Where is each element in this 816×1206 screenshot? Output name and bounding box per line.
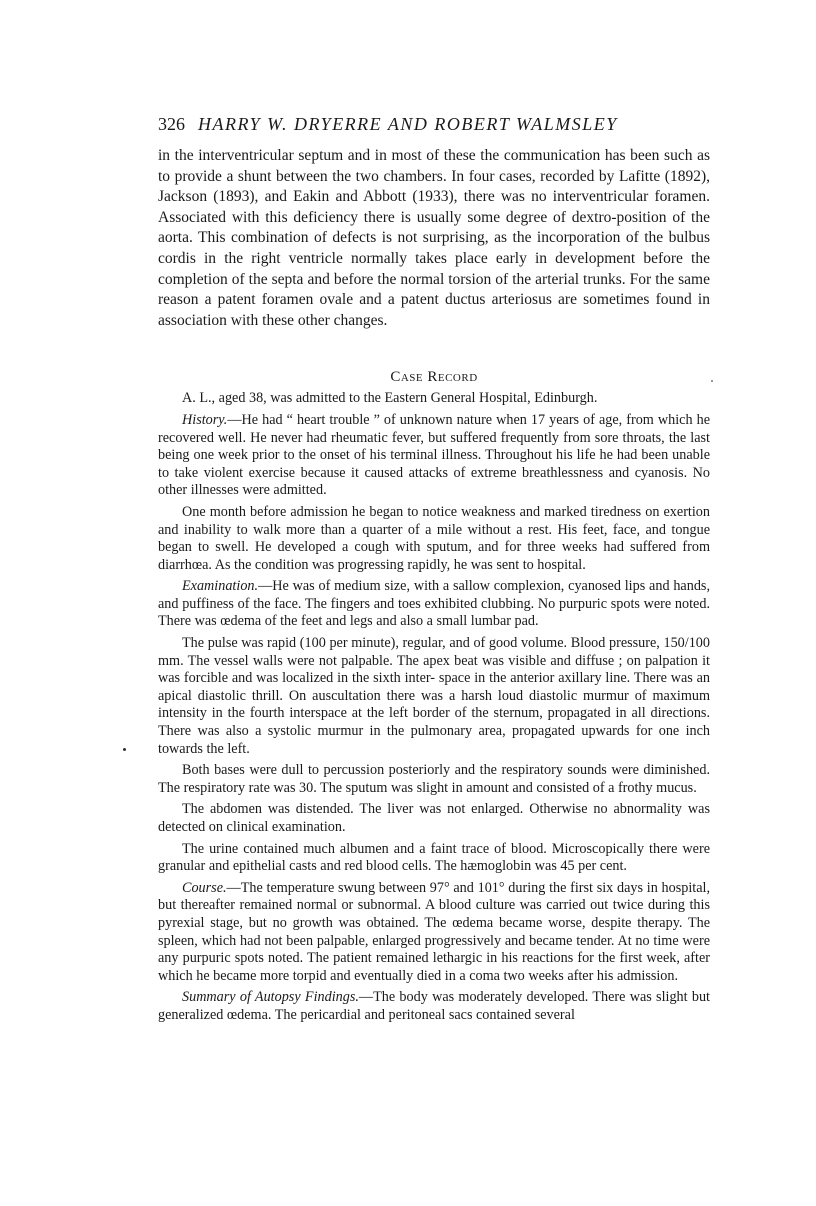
examination-text: —He was of medium size, with a sallow complexion, cyanosed lips and hands, and puffiness of the face. The fingers and toes exhibited clubbing. No purpuric spots were noted. There was œdema of the feet and legs and also a small lumbar pad.	[158, 578, 710, 630]
autopsy-text: —The body was moderately developed. There was slight but generalized œdema. The pericardial and peritoneal sacs contained several	[158, 989, 710, 1023]
case-record-section	[158, 390, 710, 1024]
autopsy-label: Summary of Autopsy Findings.	[182, 989, 359, 1006]
admission-paragraph: A. L., aged 38, was admitted to the Eastern General Hospital, Edinburgh.	[182, 390, 598, 407]
intro-paragraph: in the interventricular septum and in most of these the communication has been such as to provide a shunt between the two chambers. In four cases, recorded by Lafitte (1892), Jackson (1893), and Eakin and Abbott (1933), there was no interventricular foramen. Associated with this deficiency there is usually some degree of dextro-position of the aorta. This combination of defects is not surprising, as the incorporation of the bulbus cordis in the right ventricle normally takes place early in development before the completion of the septa and before the normal torsion of the arterial trunks. For the same reason a patent foramen ovale and a patent ductus arteriosus are sometimes found in association with these other changes.	[158, 147, 710, 329]
margin-mark-dot	[123, 748, 126, 751]
intro-section	[158, 146, 710, 331]
urine-paragraph: The urine contained much albumen and a faint trace of blood. Microscopically there were granular and epithelial casts and red blood cells. The hæmoglobin was 45 per cent.	[158, 840, 710, 875]
running-head-authors: HARRY W. DRYERRE AND ROBERT WALMSLEY	[198, 114, 618, 134]
onset-paragraph: One month before admission he began to notice weakness and marked tiredness on exertion and inability to walk more than a quarter of a mile without a rest. His feet, face, and tongue began to swell. He developed a cough with sputum, and for three weeks had suffered from diarrhœa. As the condition was progressing rapidly, he was sent to hospital.	[158, 503, 710, 573]
running-head	[158, 112, 710, 146]
case-record-heading: Case Record	[390, 369, 478, 386]
examination-paragraph	[158, 578, 710, 631]
page	[158, 112, 710, 1029]
history-label: History.	[182, 411, 228, 428]
abdomen-paragraph: The abdomen was distended. The liver was not enlarged. Otherwise no abnormality was detected on clinical examination.	[158, 801, 710, 835]
page-number: 326	[158, 114, 185, 134]
history-paragraph	[158, 412, 710, 500]
course-text: —The temperature swung between 97° and 101° during the first six days in hospital, but thereafter remained normal or subnormal. A blood culture was carried out twice during this pyrexial stage, but no growth was obtained. The œdema became worse, despite therapy. The spleen, which had not been palpable, enlarged progressively and became tender. At no time were any purpuric spots noted. The patient remained lethargic in his reactions for the first week, after which he became more torpid and eventually died in a coma two weeks after his admission.	[158, 879, 710, 984]
autopsy-paragraph	[158, 989, 710, 1024]
course-paragraph	[158, 880, 710, 986]
course-label: Course.	[182, 879, 227, 896]
bases-paragraph: Both bases were dull to percussion posteriorly and the respiratory sounds were diminished. The respiratory rate was 30. The sputum was slight in amount and consisted of a frothy mucus.	[158, 762, 710, 796]
scan-speck-dot	[711, 380, 713, 382]
pulse-paragraph: The pulse was rapid (100 per minute), regular, and of good volume. Blood pressure, 150/100 mm. The vessel walls were not palpable. The apex beat was visible and diffuse ; on palpation it was forcible and was localized in the sixth inter- space in the anterior axillary line. There was an apical diastolic thrill. On auscultation there was a harsh loud diastolic murmur of maximum intensity in the fourth interspace at the left border of the sternum, propagated in all directions. There was also a systolic murmur in the pulmonary area, propagated upwards for one inch towards the left.	[158, 635, 710, 757]
examination-label: Examination.	[182, 578, 259, 595]
history-text: —He had “ heart trouble ” of unknown nature when 17 years of age, from which he recovered well. He never had rheumatic fever, but suffered frequently from sore throats, the last being one week prior to the onset of his terminal illness. Throughout his life he had been unable to take violent exercise because it caused attacks of extreme breathlessness and cyanosis. No other illnesses were admitted.	[158, 411, 710, 499]
